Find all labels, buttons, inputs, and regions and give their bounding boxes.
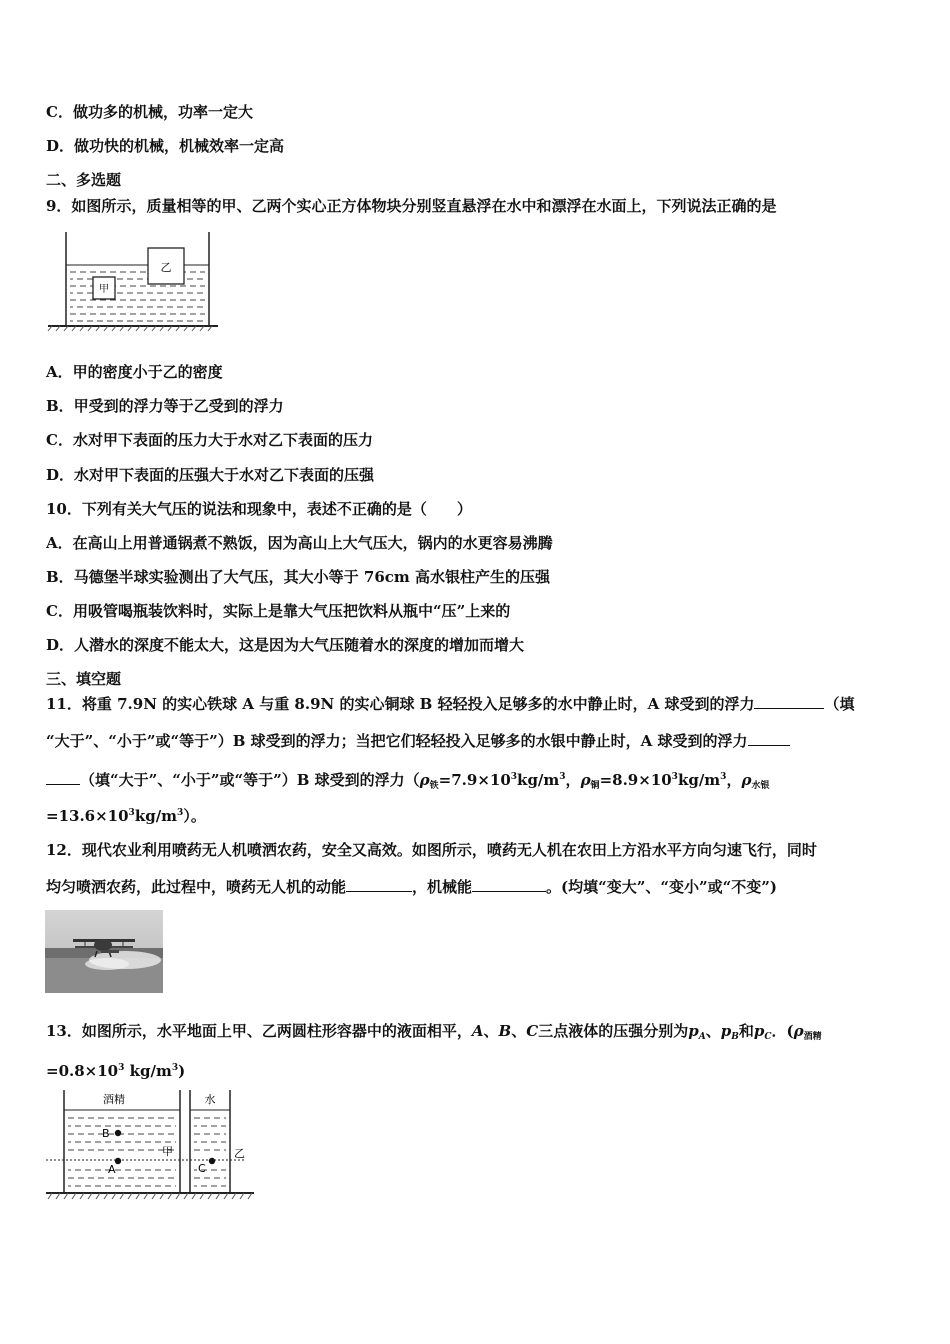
label-yi: 乙 — [234, 1147, 245, 1160]
q12-line-1: 12．现代农业利用喷药无人机喷洒农药，安全又高效。如图所示，喷药无人机在农田上方沿水平方向匀速飞行，同时 — [46, 841, 817, 859]
point-b — [115, 1130, 121, 1136]
q9-option-d: D．水对甲下表面的压强大于水对乙下表面的压强 — [46, 466, 375, 484]
q11-line-3: （填“大于”、“小于”或“等于”）B 球受到的浮力（$\rho_铁=7.9\times 10^3kg/m^3$，$\rho_铜=8.9\times 10^3kg/m^3$，$\rho_{水银}$ — [46, 767, 769, 796]
q13-line-2: $=0.8\times 10^3$ $kg/m^3$) — [46, 1062, 186, 1080]
section-heading-fill-blank: 三、填空题 — [46, 670, 122, 688]
section-heading-multi-choice: 二、多选题 — [46, 171, 122, 189]
point-c — [209, 1158, 215, 1164]
q10-option-c: C．用吸管喝瓶装饮料时，实际上是靠大气压把饮料从瓶中“压”上来的 — [46, 602, 511, 620]
q11-line-2: “大于”、“小于”或“等于”）B 球受到的浮力；当把它们轻轻投入足够多的水银中静止时，A 球受到的浮力 — [46, 731, 790, 751]
q10-option-b: B．马德堡半球实验测出了大气压，其大小等于 76cm 高水银柱产生的压强 — [46, 568, 551, 586]
q12-line-2: 均匀喷洒农药，此过程中，喷药无人机的动能 ，机械能 。(均填“变大”、“变小”或“不变”) — [46, 878, 777, 896]
q11-line-4: $=13.6\times 10^3kg/m^3$）。 — [46, 807, 206, 825]
q9-option-c: C．水对甲下表面的压力大于水对乙下表面的压力 — [46, 431, 373, 449]
label-alcohol: 酒精 — [103, 1093, 125, 1106]
q11-blank-1 — [754, 694, 824, 709]
q9-stem: 9．如图所示，质量相等的甲、乙两个实心正方体物块分别竖直悬浮在水中和漂浮在水面上，下列说法正确的是 — [46, 197, 777, 215]
q8-option-c: C．做功多的机械，功率一定大 — [46, 103, 253, 121]
label-c: C — [198, 1162, 206, 1175]
q12-drone-photo — [45, 910, 163, 993]
q9-option-a: A．甲的密度小于乙的密度 — [46, 363, 223, 381]
label-a: A — [108, 1163, 116, 1176]
cube-jia-label: 甲 — [99, 284, 109, 295]
q12-blank-2 — [472, 877, 546, 892]
label-b: B — [102, 1127, 110, 1140]
label-jia: 甲 — [162, 1145, 173, 1158]
q13-containers-figure — [44, 1086, 256, 1202]
q9-floating-cubes-figure — [46, 228, 221, 332]
q12-blank-1 — [346, 877, 412, 892]
q10-option-d: D．人潜水的深度不能太大，这是因为大气压随着水的深度的增加而增大 — [46, 636, 525, 654]
q11-blank-2a — [748, 731, 790, 746]
q10-option-a: A．在高山上用普通锅煮不熟饭，因为高山上大气压大，锅内的水更容易沸腾 — [46, 534, 553, 552]
label-water: 水 — [204, 1093, 216, 1106]
q11-line-1: 11．将重 7.9N 的实心铁球 A 与重 8.9N 的实心铜球 B 轻轻投入足够多的水中静止时，A 球受到的浮力 （填 — [46, 695, 855, 713]
q10-stem: 10．下列有关大气压的说法和现象中，表述不正确的是（ ） — [46, 500, 472, 518]
q9-option-b: B．甲受到的浮力等于乙受到的浮力 — [46, 397, 284, 415]
cube-yi-label: 乙 — [160, 261, 172, 274]
q8-option-d: D．做功快的机械，机械效率一定高 — [46, 137, 285, 155]
q11-blank-2b — [46, 770, 80, 785]
point-a — [115, 1158, 121, 1164]
q13-line-1: 13．如图所示，水平地面上甲、乙两圆柱形容器中的液面相平，A、B、C三点液体的压强分别为$p_A$、$p_B$和$p_C$．($\rho_{酒精}$ — [46, 1022, 822, 1042]
